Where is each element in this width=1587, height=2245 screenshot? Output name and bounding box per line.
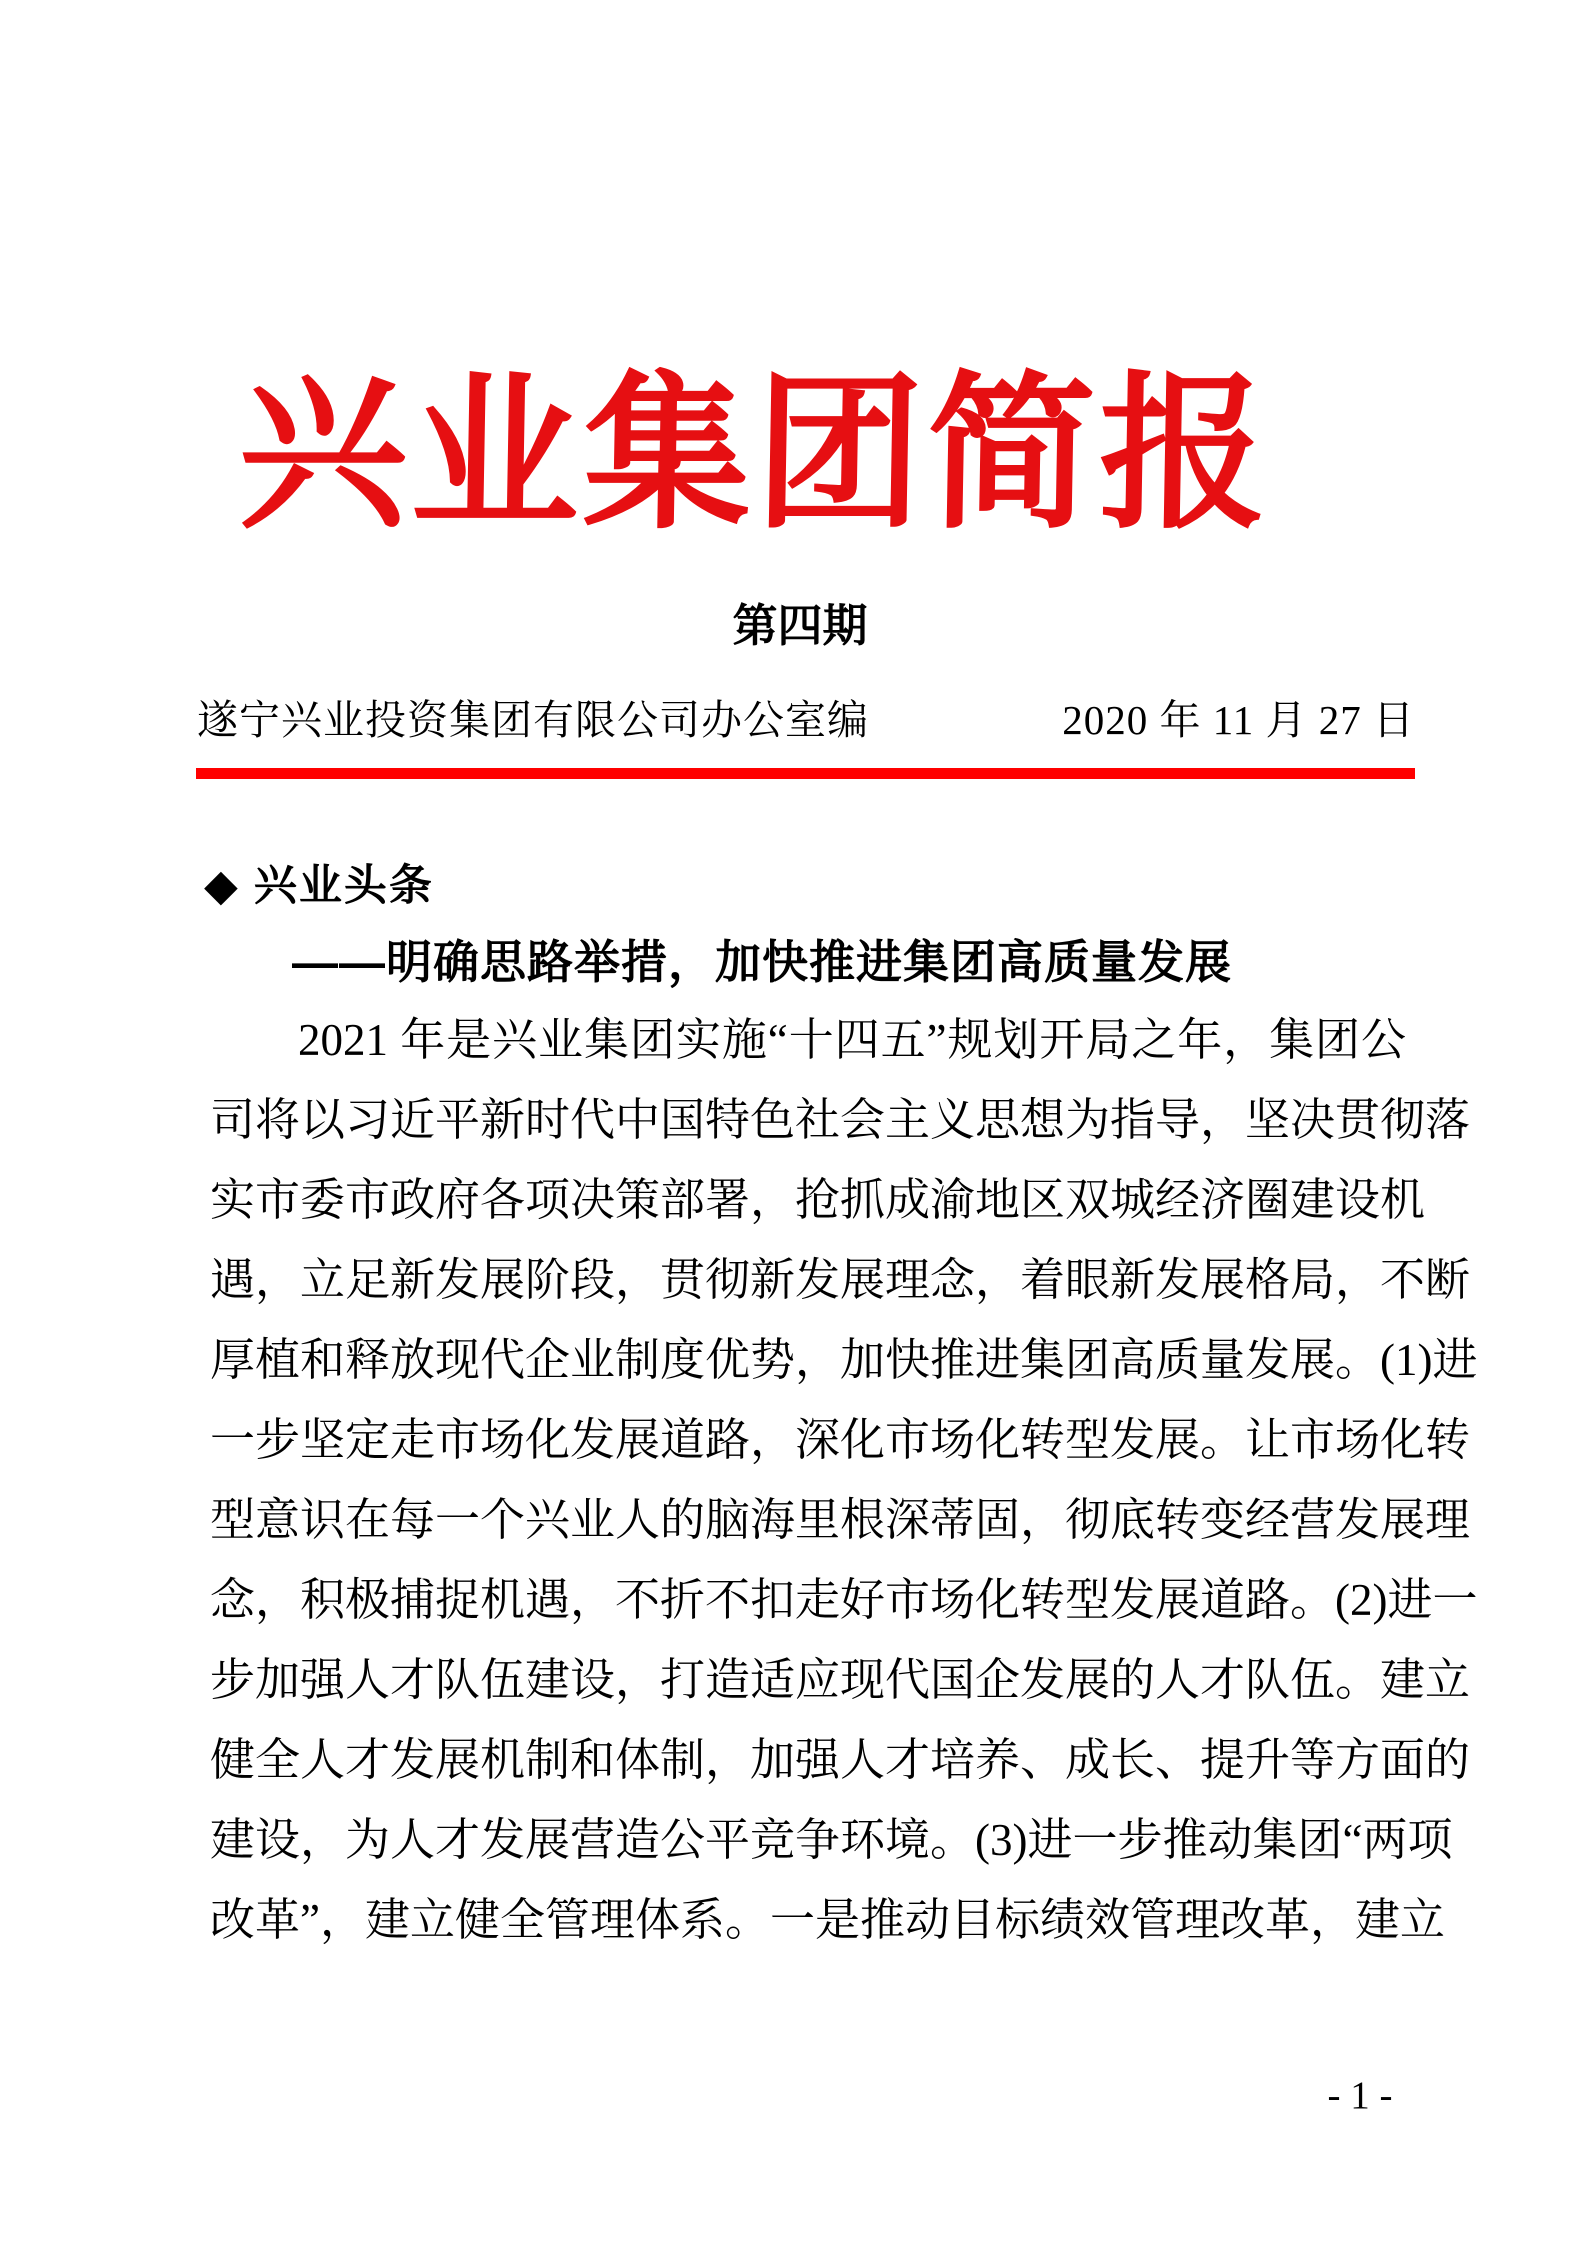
paragraph-line: 改革”，建立健全管理体系。一是推动目标绩效管理改革，建立	[210, 1895, 1445, 1945]
paragraph-line: 一步坚定走市场化发展道路，深化市场化转型发展。让市场化转	[210, 1415, 1471, 1465]
paragraph-line: 实市委市政府各项决策部署，抢抓成渝地区双城经济圈建设机	[210, 1175, 1426, 1225]
publisher-row	[197, 692, 1415, 748]
paragraph-line: 司将以习近平新时代中国特色社会主义思想为指导，坚决贯彻落	[210, 1095, 1471, 1145]
section-header	[204, 858, 434, 914]
masthead-title: 兴业集团简报	[237, 363, 1273, 549]
article-headline: ——明确思路举措，加快推进集团高质量发展	[292, 936, 1232, 988]
page-number: - 1 -	[1327, 2074, 1393, 2117]
paragraph-line: 厚植和释放现代企业制度优势，加快推进集团高质量发展。(1)进	[210, 1335, 1478, 1385]
paragraph-line: 建设，为人才发展营造公平竞争环境。(3)进一步推动集团“两项	[210, 1815, 1453, 1865]
publish-date: 2020 年 11 月 27 日	[1062, 697, 1415, 743]
section-title: 兴业头条	[253, 862, 434, 910]
paragraph-line: 型意识在每一个兴业人的脑海里根深蒂固，彻底转变经营发展理	[210, 1495, 1471, 1545]
paragraph-line: 2021 年是兴业集团实施“十四五”规划开局之年，集团公	[298, 1015, 1406, 1065]
diamond-bullet-icon: ◆	[204, 860, 238, 911]
paragraph-line: 步加强人才队伍建设，打造适应现代国企发展的人才队伍。建立	[210, 1655, 1471, 1705]
paragraph-line: 健全人才发展机制和体制，加强人才培养、成长、提升等方面的	[210, 1735, 1471, 1785]
masthead-divider-rule	[196, 768, 1415, 779]
paragraph-line: 念，积极捕捉机遇，不折不扣走好市场化转型发展道路。(2)进一	[210, 1575, 1478, 1625]
issue-number: 第四期	[732, 601, 868, 651]
paragraph-line: 遇，立足新发展阶段，贯彻新发展理念，着眼新发展格局，不断	[210, 1255, 1471, 1305]
article-body	[210, 1000, 1478, 1960]
publisher-name: 遂宁兴业投资集团有限公司办公室编	[197, 697, 869, 743]
